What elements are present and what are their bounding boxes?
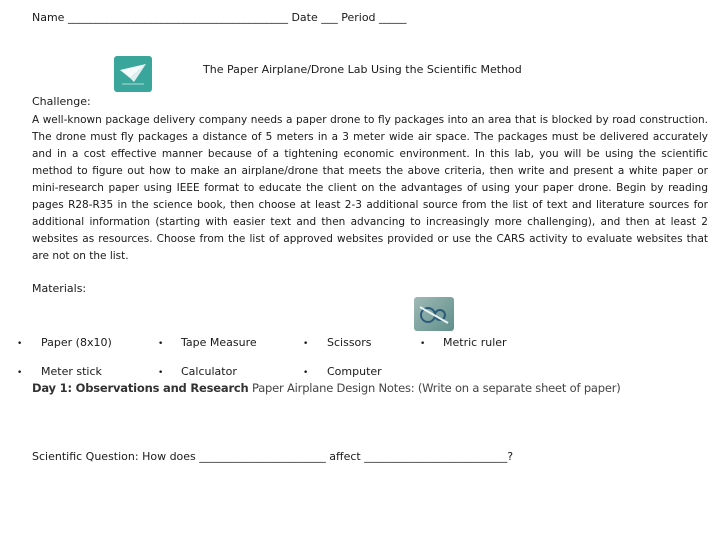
material-item: Calculator — [181, 365, 237, 378]
material-item: Computer — [327, 365, 382, 378]
scientific-question: Scientific Question: How does _______________________ affect __________________________? — [32, 450, 514, 463]
material-item: Metric ruler — [443, 336, 507, 349]
paper-airplane-icon — [114, 56, 152, 92]
bullet: • — [303, 368, 309, 378]
bullet: • — [158, 339, 164, 349]
material-item: Tape Measure — [181, 336, 257, 349]
challenge-label: Challenge: — [32, 95, 91, 108]
day1-title: Day 1: Observations and Research — [32, 381, 249, 395]
material-item: Paper (8x10) — [41, 336, 112, 349]
bullet: • — [158, 368, 164, 378]
challenge-text: A well-known package delivery company needs a paper drone to fly packages into an area that is blocked by road construction. The drone must fly packages a distance of 5 meters in a 3 meter wide air space. The packages must be delivered accurately and in a cost effective manner because of a tightening economic environment. In this lab, you will be using the scientific method to figure out how to make an airplane/drone that meets the above criteria, then write and present a white paper or mini-research paper using IEEE format to educate the client on the advantages of using your paper drone. Begin by reading pages R28-R35 in the science book, then choose at least 2-3 additional source from the list of text and literature sources for additional information (starting with easier text and then advancing to increasingly more challenging), and then at least 2 websites as resources. Choose from the list of approved websites provided or use the CARS activity to evaluate websites that are not on the list. — [32, 114, 708, 262]
bullet: • — [420, 339, 426, 349]
bullet: • — [17, 339, 23, 349]
material-item: Meter stick — [41, 365, 102, 378]
tools-clipart-icon — [414, 297, 454, 331]
materials-label: Materials: — [32, 282, 87, 295]
bullet: • — [303, 339, 309, 349]
document-title: The Paper Airplane/Drone Lab Using the Scientific Method — [203, 63, 522, 76]
bullet: • — [17, 368, 23, 378]
day1-heading — [32, 381, 621, 395]
name-date-period-line: Name ________________________________________ Date ___ Period _____ — [32, 11, 407, 24]
design-notes-instruction: Paper Airplane Design Notes: (Write on a separate sheet of paper) — [248, 381, 621, 395]
material-item: Scissors — [327, 336, 372, 349]
